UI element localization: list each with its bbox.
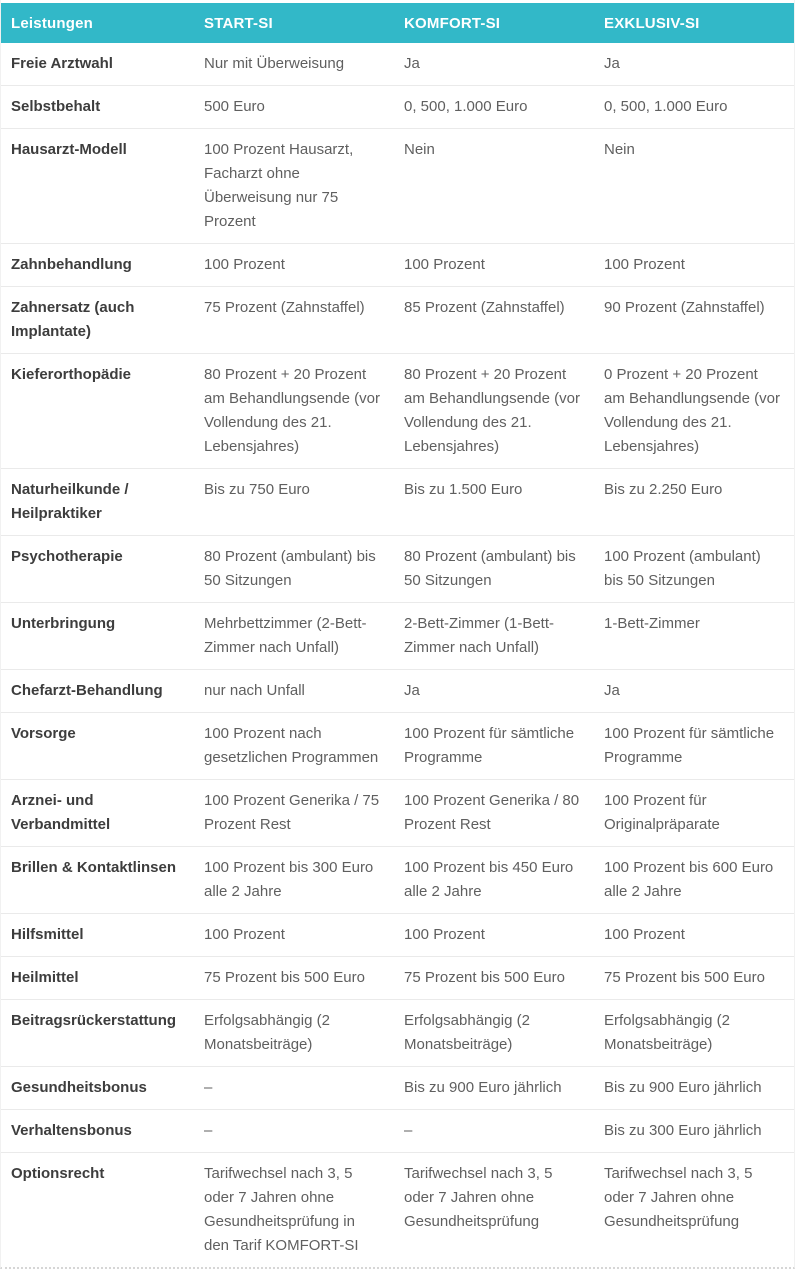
row-value: 85 Prozent (Zahnstaffel) (404, 299, 565, 316)
table-row (1, 780, 794, 847)
row-value: 100 Prozent (204, 256, 285, 273)
row-label: Brillen & Kontaktlinsen (11, 859, 177, 876)
table-row (1, 354, 794, 469)
table-header-row (1, 3, 794, 43)
row-label: Beitragsrückerstattung (11, 1012, 177, 1029)
row-value: 75 Prozent (Zahnstaffel) (204, 299, 365, 316)
table-row (1, 1000, 794, 1067)
row-value: 75 Prozent bis 500 Euro (204, 969, 365, 986)
row-label: Freie Arztwahl (11, 55, 113, 72)
row-value: 500 Euro (204, 98, 265, 115)
row-value: 100 Prozent (204, 926, 285, 943)
row-value: Bis zu 750 Euro (204, 481, 310, 498)
row-value: Bis zu 1.500 Euro (404, 481, 523, 498)
row-value: Ja (404, 55, 420, 72)
row-label: Optionsrecht (11, 1165, 105, 1182)
row-value: 100 Prozent für Originalpräparate (604, 792, 720, 833)
row-value: 80 Prozent (ambulant) bis 50 Sitzungen (204, 548, 376, 589)
row-value: Nur mit Überweisung (204, 55, 345, 72)
row-label: Zahnersatz (auch Implantate) (11, 299, 135, 340)
row-value: 100 Prozent für sämtliche Programme (604, 725, 775, 766)
row-value: 100 Prozent (604, 926, 685, 943)
row-value: 75 Prozent bis 500 Euro (404, 969, 565, 986)
table-row (1, 957, 794, 1000)
row-value: – (404, 1122, 413, 1139)
row-value: Nein (404, 141, 435, 158)
row-value: Erfolgsabhängig (2 Monatsbeiträge) (204, 1012, 330, 1053)
row-value: Bis zu 300 Euro jährlich (604, 1122, 762, 1139)
table-row (1, 469, 794, 536)
row-value: 0, 500, 1.000 Euro (604, 98, 728, 115)
row-value: 100 Prozent für sämtliche Programme (404, 725, 575, 766)
row-value: Ja (604, 682, 620, 699)
row-label: Chefarzt-Behandlung (11, 682, 163, 699)
row-label: Vorsorge (11, 725, 76, 742)
table-row (1, 1067, 794, 1110)
column-header-start-si: START-SI (204, 14, 273, 32)
row-value: nur nach Unfall (204, 682, 305, 699)
row-value: Erfolgsabhängig (2 Monatsbeiträge) (404, 1012, 530, 1053)
table-row (1, 244, 794, 287)
table-body (1, 43, 794, 1267)
row-value: 100 Prozent (604, 256, 685, 273)
row-value: Bis zu 900 Euro jährlich (604, 1079, 762, 1096)
row-label: Hausarzt-Modell (11, 141, 127, 158)
row-value: 75 Prozent bis 500 Euro (604, 969, 765, 986)
row-value: 100 Prozent nach gesetzlichen Programmen (204, 725, 379, 766)
row-value: 1-Bett-Zimmer (604, 615, 700, 632)
table-row (1, 914, 794, 957)
table-row (1, 1153, 794, 1267)
row-value: – (204, 1122, 213, 1139)
row-value: Ja (404, 682, 420, 699)
row-label: Kieferorthopädie (11, 366, 132, 383)
row-value: 100 Prozent Hausarzt, Facharzt ohne Überweisung nur 75 Prozent (204, 141, 354, 230)
row-value: 100 Prozent Generika / 75 Prozent Rest (204, 792, 380, 833)
row-value: 2-Bett-Zimmer (1-Bett-Zimmer nach Unfall) (404, 615, 555, 656)
table-row (1, 129, 794, 244)
row-value: Tarifwechsel nach 3, 5 oder 7 Jahren ohne Gesundheitsprüfung (604, 1165, 753, 1230)
row-label: Psychotherapie (11, 548, 123, 565)
row-label: Gesundheitsbonus (11, 1079, 147, 1096)
row-value: 80 Prozent (ambulant) bis 50 Sitzungen (404, 548, 576, 589)
table-row (1, 43, 794, 86)
row-value: 100 Prozent (404, 926, 485, 943)
row-value: Tarifwechsel nach 3, 5 oder 7 Jahren ohne Gesundheitsprüfung (404, 1165, 553, 1230)
row-value: 100 Prozent Generika / 80 Prozent Rest (404, 792, 580, 833)
row-value: 80 Prozent + 20 Prozent am Behandlungsende (vor Vollendung des 21. Lebensjahres) (204, 366, 380, 455)
row-value: 90 Prozent (Zahnstaffel) (604, 299, 765, 316)
row-label: Selbstbehalt (11, 98, 101, 115)
column-header-leistungen: Leistungen (11, 14, 94, 32)
table-row (1, 287, 794, 354)
row-value: 0 Prozent + 20 Prozent am Behandlungsende (vor Vollendung des 21. Lebensjahres) (604, 366, 780, 455)
row-value: Bis zu 900 Euro jährlich (404, 1079, 562, 1096)
row-value: 100 Prozent bis 300 Euro alle 2 Jahre (204, 859, 374, 900)
table-row (1, 847, 794, 914)
row-value: Ja (604, 55, 620, 72)
row-value: – (204, 1079, 213, 1096)
row-label: Zahnbehandlung (11, 256, 132, 273)
row-label: Unterbringung (11, 615, 116, 632)
row-value: 80 Prozent + 20 Prozent am Behandlungsende (vor Vollendung des 21. Lebensjahres) (404, 366, 580, 455)
row-label: Naturheilkunde / Heilpraktiker (11, 481, 129, 522)
table-row (1, 670, 794, 713)
row-value: Bis zu 2.250 Euro (604, 481, 723, 498)
table-row (1, 1110, 794, 1153)
row-value: Mehrbettzimmer (2-Bett-Zimmer nach Unfall) (204, 615, 367, 656)
row-label: Arznei- und Verbandmittel (11, 792, 111, 833)
table-row (1, 536, 794, 603)
row-value: Nein (604, 141, 635, 158)
row-label: Verhaltensbonus (11, 1122, 132, 1139)
row-label: Heilmittel (11, 969, 79, 986)
row-value: 100 Prozent (404, 256, 485, 273)
row-value: 100 Prozent (ambulant) bis 50 Sitzungen (604, 548, 761, 589)
row-label: Hilfsmittel (11, 926, 84, 943)
row-value: Erfolgsabhängig (2 Monatsbeiträge) (604, 1012, 730, 1053)
row-value: Tarifwechsel nach 3, 5 oder 7 Jahren ohne Gesundheitsprüfung in den Tarif KOMFORT-SI (204, 1165, 359, 1254)
table-row (1, 86, 794, 129)
row-value: 100 Prozent bis 450 Euro alle 2 Jahre (404, 859, 574, 900)
row-value: 0, 500, 1.000 Euro (404, 98, 528, 115)
table-row (1, 603, 794, 670)
column-header-komfort-si: KOMFORT-SI (404, 14, 501, 32)
column-header-exklusiv-si: EXKLUSIV-SI (604, 14, 700, 32)
row-value: 100 Prozent bis 600 Euro alle 2 Jahre (604, 859, 774, 900)
table-row (1, 713, 794, 780)
